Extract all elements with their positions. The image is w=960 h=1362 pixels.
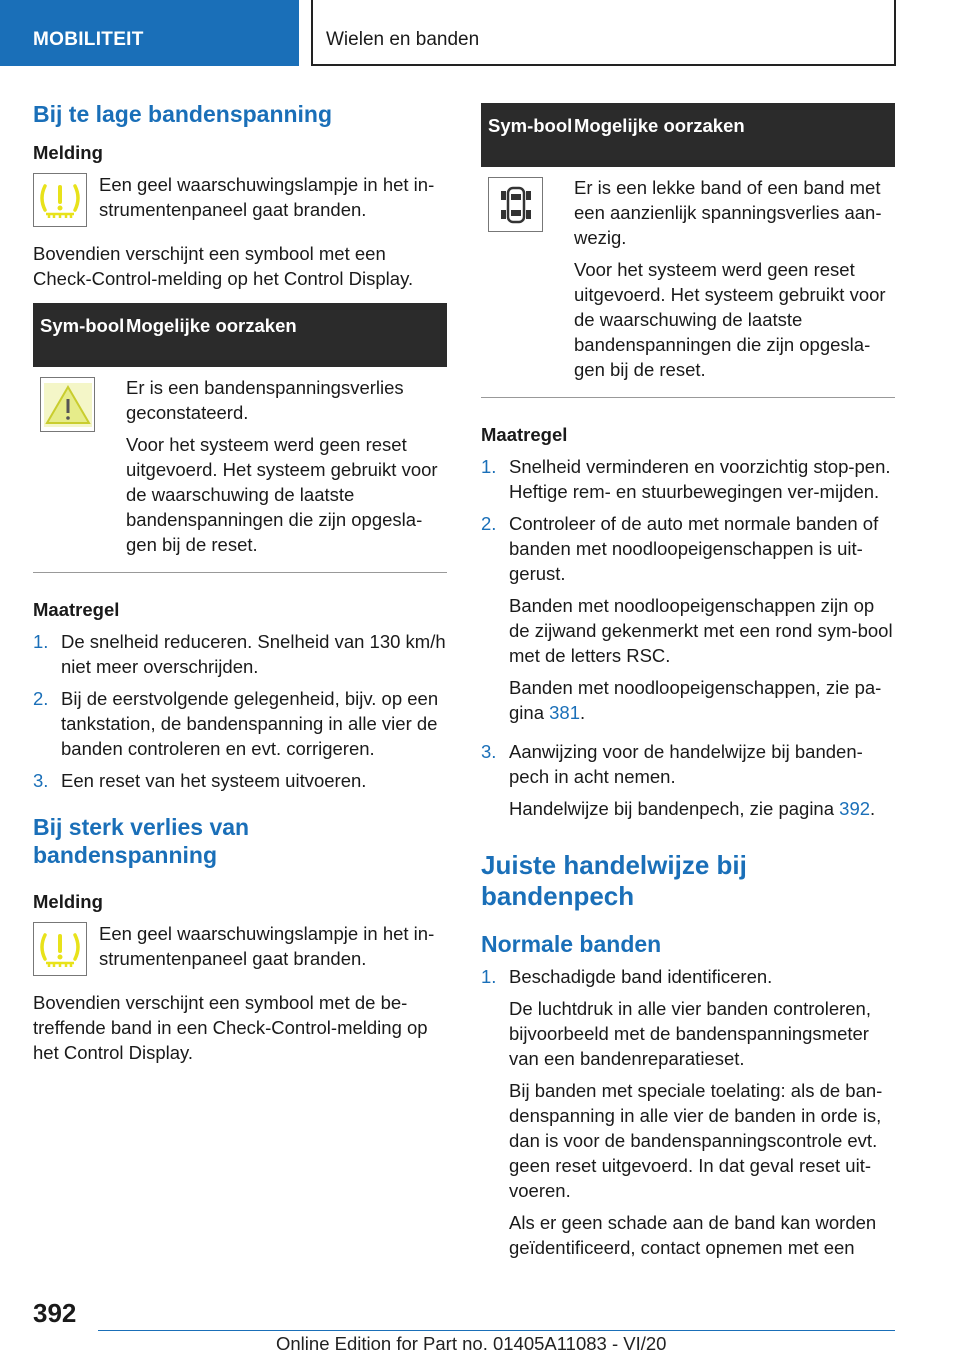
section-tab: MOBILITEIT bbox=[0, 0, 299, 66]
col-header-causes: Mogelijke oorzaken bbox=[126, 315, 297, 336]
list-item bbox=[481, 964, 895, 1267]
paragraph: Bovendien verschijnt een symbool met de be-treffende band in een Check-Control-melding op het Control Display. bbox=[33, 992, 428, 1063]
causes-cell bbox=[574, 175, 894, 389]
car-flat-tire-icon bbox=[488, 177, 543, 232]
step-text: Een reset van het systeem uitvoeren. bbox=[61, 770, 367, 791]
step-text: Aanwijzing voor de handelwijze bij banden-pech in acht nemen. bbox=[509, 741, 863, 787]
subheading-melding: Melding bbox=[33, 891, 103, 912]
step-number: 2. bbox=[481, 513, 497, 534]
symbol-cell bbox=[488, 175, 574, 389]
indicator-block bbox=[33, 172, 447, 227]
heading-normal-tires: Normale banden bbox=[481, 931, 662, 957]
paragraph: Bovendien verschijnt een symbool met een Check-Control-melding op het Control Display. bbox=[33, 243, 414, 289]
page-link[interactable]: 381 bbox=[549, 702, 580, 723]
subheading-maatregel: Maatregel bbox=[33, 599, 120, 620]
step-number: 3. bbox=[481, 741, 497, 762]
symbol-cell bbox=[40, 375, 126, 564]
cause-table bbox=[481, 103, 895, 398]
cause-text: Er is een bandenspanningsverlies geconstateerd. bbox=[126, 377, 404, 423]
step-number: 3. bbox=[33, 770, 49, 791]
step-number: 1. bbox=[481, 966, 497, 987]
step-text: Snelheid verminderen en voorzichtig stop-pen. Heftige rem- en stuurbewegingen ver-mijden. bbox=[509, 456, 891, 502]
step-text: Beschadigde band identificeren. bbox=[509, 966, 773, 987]
right-column bbox=[481, 103, 895, 1274]
cause-table bbox=[33, 303, 447, 573]
col-header-symbol: Sym-bool bbox=[488, 115, 573, 136]
heading-procedure: Juiste handelwijze bij bandenpech bbox=[481, 850, 747, 911]
step-number: 1. bbox=[33, 631, 49, 652]
step-body bbox=[509, 964, 895, 1267]
left-column bbox=[33, 100, 447, 1065]
table-row bbox=[481, 167, 895, 397]
step-body bbox=[509, 511, 895, 732]
list-item bbox=[33, 629, 447, 679]
chapter-title: Wielen en banden bbox=[311, 0, 896, 66]
list-item bbox=[33, 768, 447, 793]
causes-cell bbox=[126, 375, 446, 564]
table-header bbox=[481, 103, 895, 167]
footer-divider bbox=[98, 1330, 895, 1331]
steps-list bbox=[481, 964, 895, 1267]
step-text: De luchtdruk in alle vier banden controleren, bijvoorbeeld met de bandenspanningsmeter van een bandenreparatieset. bbox=[509, 998, 871, 1069]
step-text bbox=[509, 796, 895, 821]
step-text: Bij de eerstvolgende gelegenheid, bijv. op een tankstation, de bandenspanning in alle vier de banden controleren en evt. corrigeren. bbox=[61, 688, 439, 759]
tire-pressure-warning-icon bbox=[33, 173, 87, 227]
steps-list bbox=[481, 454, 895, 828]
text: Handelwijze bij bandenpech, zie pagina bbox=[509, 798, 840, 819]
step-text: De snelheid reduceren. Snelheid van 130 km/h niet meer overschrijden. bbox=[61, 631, 446, 677]
list-item bbox=[481, 454, 895, 504]
step-text: Banden met noodloopeigenschappen zijn op de zijwand gekenmerkt met een rond sym-bool met de letters RSC. bbox=[509, 595, 893, 666]
indicator-text: Een geel waarschuwingslampje in het in-strumentenpaneel gaat branden. bbox=[99, 174, 435, 220]
table-header bbox=[33, 303, 447, 367]
page-link[interactable]: 392 bbox=[839, 798, 871, 819]
text: Banden met noodloopeigenschappen, zie pa-gina bbox=[509, 677, 882, 723]
text: . bbox=[580, 702, 586, 723]
step-text: Als er geen schade aan de band kan worden geïdentificeerd, contact opnemen met een bbox=[509, 1212, 877, 1258]
heading-low-pressure: Bij te lage bandenspanning bbox=[33, 101, 333, 127]
edition-text: Online Edition for Part no. 01405A11083 - VI/20 bbox=[276, 1333, 667, 1354]
step-number: 2. bbox=[33, 688, 49, 709]
col-header-causes: Mogelijke oorzaken bbox=[574, 115, 745, 136]
subheading-melding: Melding bbox=[33, 142, 103, 163]
text: . bbox=[870, 798, 876, 819]
warning-triangle-icon bbox=[40, 377, 95, 432]
table-row bbox=[33, 367, 447, 572]
indicator-text: Een geel waarschuwingslampje in het in-strumentenpaneel gaat branden. bbox=[99, 923, 435, 969]
col-header-symbol: Sym-bool bbox=[40, 315, 125, 336]
list-item bbox=[481, 511, 895, 732]
page-number: 392 bbox=[33, 1298, 77, 1328]
subheading-maatregel: Maatregel bbox=[481, 424, 568, 445]
cause-text: Er is een lekke band of een band met een aanzienlijk spanningsverlies aan-wezig. bbox=[574, 177, 882, 248]
heading-strong-loss: Bij sterk verlies van bandenspanning bbox=[33, 814, 250, 868]
cause-text: Voor het systeem werd geen reset uitgevoerd. Het systeem gebruikt voor de waarschuwing de laatste bandenspanningen die zijn opgesla-gen bij de reset. bbox=[574, 259, 886, 380]
list-item bbox=[481, 739, 895, 828]
tire-pressure-warning-icon bbox=[33, 922, 87, 976]
step-text: Bij banden met speciale toelating: als de ban-denspanning in alle vier de banden in orde is, dan is voor de bandenspanningscontrole evt. geen reset uitgevoerd. In dat geval reset uit-voeren. bbox=[509, 1080, 883, 1201]
cause-text: Voor het systeem werd geen reset uitgevoerd. Het systeem gebruikt voor de waarschuwing de laatste bandenspanningen die zijn opgesla-gen bij de reset. bbox=[126, 434, 438, 555]
list-item bbox=[33, 686, 447, 761]
steps-list bbox=[33, 629, 447, 793]
step-text bbox=[509, 675, 895, 725]
step-text: Controleer of de auto met normale banden of banden met noodloopeigenschappen is uit-gerust. bbox=[509, 513, 879, 584]
step-number: 1. bbox=[481, 456, 497, 477]
indicator-block bbox=[33, 921, 447, 976]
step-body bbox=[509, 739, 895, 828]
